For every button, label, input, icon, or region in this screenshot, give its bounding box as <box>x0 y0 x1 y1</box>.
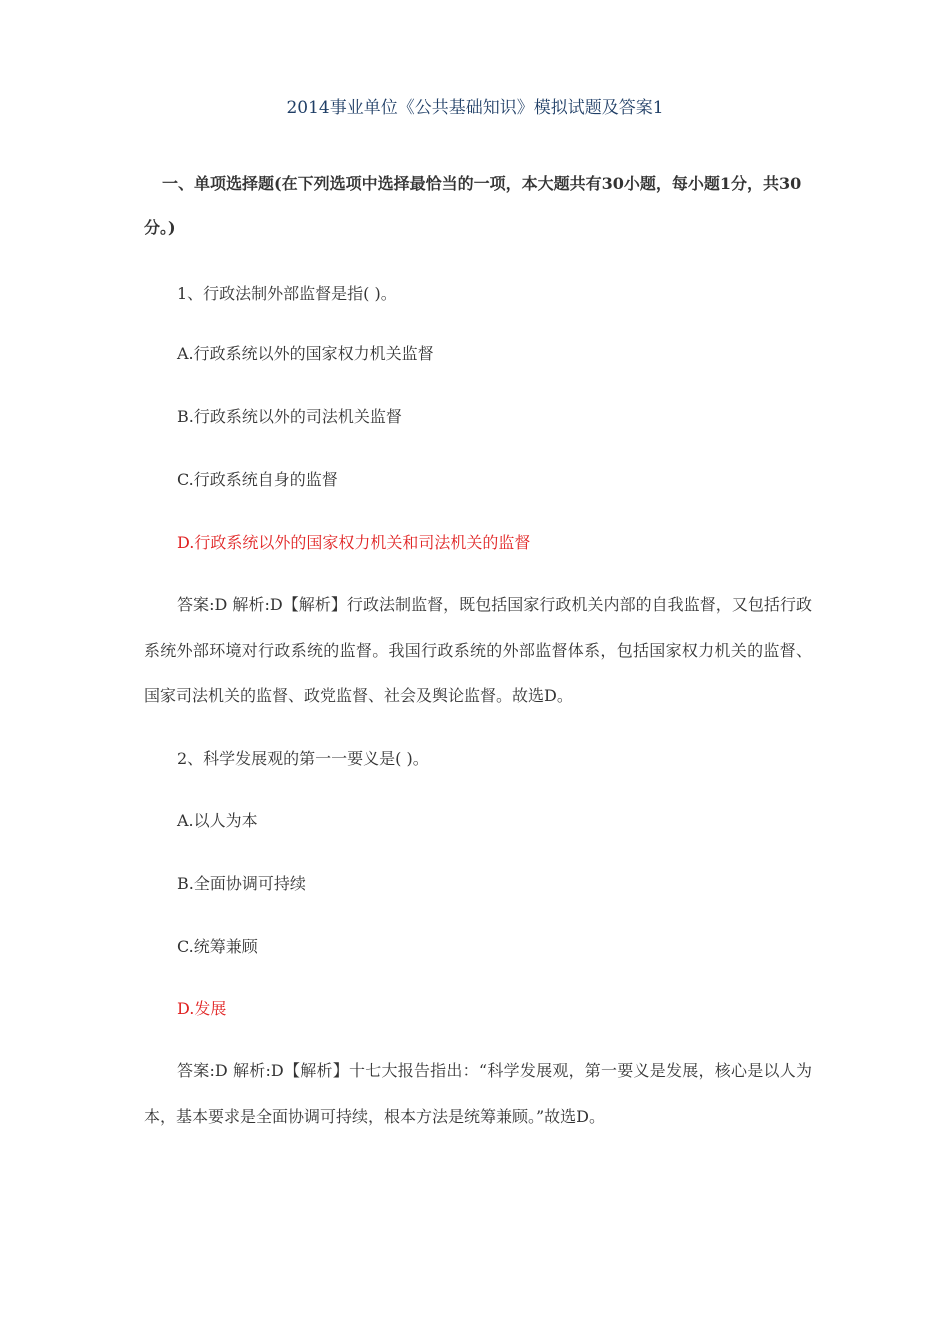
question-1-option-c: C.行政系统自身的监督 <box>177 470 338 489</box>
document-title: 2014事业单位《公共基础知识》模拟试题及答案1 <box>286 98 664 118</box>
question-1-stem: 1、行政法制外部监督是指( )。 <box>177 284 397 303</box>
question-1-option-a: A.行政系统以外的国家权力机关监督 <box>177 344 434 363</box>
question-1-option-b: B.行政系统以外的司法机关监督 <box>177 407 402 426</box>
question-2-option-d-correct: D.发展 <box>177 999 227 1018</box>
question-2-analysis: 答案:D 解析:D【解析】十七大报告指出：“科学发展观，第一要义是发展，核心是以人为本，基本要求是全面协调可持续，根本方法是统筹兼顾。”故选D。 <box>144 1061 812 1126</box>
question-2-option-b: B.全面协调可持续 <box>177 874 306 893</box>
question-2-stem: 2、科学发展观的第一一要义是( )。 <box>177 749 429 768</box>
question-1-analysis: 答案:D 解析:D【解析】行政法制监督，既包括国家行政机关内部的自我监督，又包括行政系统外部环境对行政系统的监督。我国行政系统的外部监督体系，包括国家权力机关的监督、国家司法机关的监督、政党监督、社会及舆论监督。故选D。 <box>144 595 812 705</box>
question-2-option-a: A.以人为本 <box>177 811 258 830</box>
question-2-option-c: C.统筹兼顾 <box>177 937 258 956</box>
section-heading: 一、单项选择题(在下列选项中选择最恰当的一项，本大题共有30小题，每小题1分，共30分。) <box>144 174 802 237</box>
question-1-option-d-correct: D.行政系统以外的国家权力机关和司法机关的监督 <box>177 533 531 552</box>
